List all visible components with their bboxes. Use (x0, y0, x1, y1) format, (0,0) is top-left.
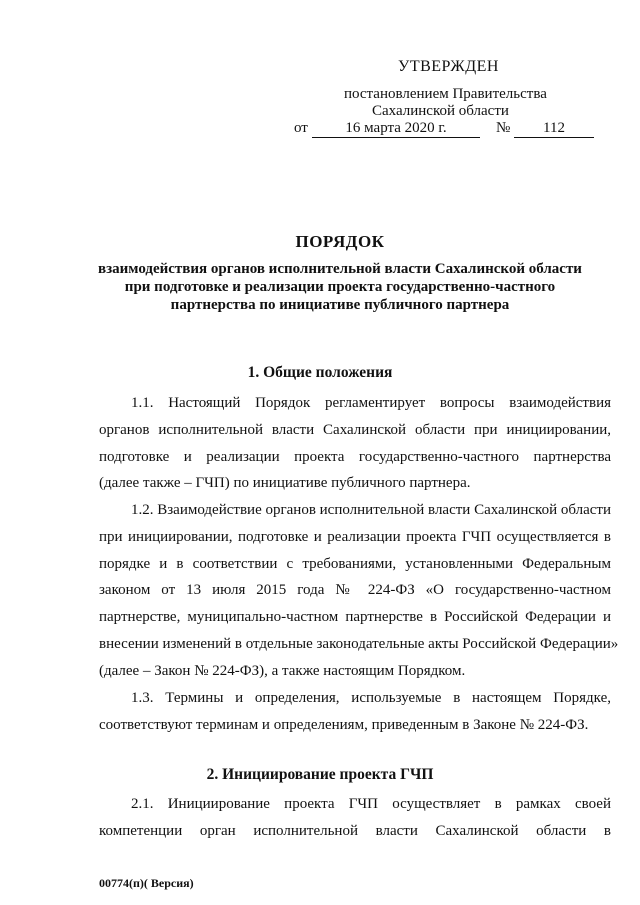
subtitle (80, 260, 600, 314)
text-line: компетенции орган исполнительной власти Сахалинской области в (99, 822, 611, 839)
section-1-heading: 1. Общие положения (247, 364, 393, 381)
approval-number: 112 (514, 120, 594, 138)
approval-date: 16 марта 2020 г. (312, 120, 480, 138)
paragraph-2-1 (99, 791, 611, 845)
document-title (80, 232, 600, 314)
number-label: № (496, 120, 511, 136)
main-title: ПОРЯДОК (295, 232, 385, 251)
footer-code: 00774(п)( Версия) (99, 876, 194, 890)
text-line: 1.1. Настоящий Порядок регламентирует вопросы взаимодействия (131, 395, 611, 411)
text-line: подготовке и реализации проекта государственно-частного партнерства (99, 448, 611, 465)
subtitle-line: партнерства по инициативе публичного партнера (170, 297, 510, 313)
paragraph-1-1 (99, 390, 611, 497)
text-line: законом от 13 июля 2015 года № 224-ФЗ «О государственно-частном (99, 582, 611, 599)
subtitle-line: взаимодействия органов исполнительной власти Сахалинской области (98, 261, 582, 277)
text-line: (далее также – ГЧП) по инициативе публичного партнера. (99, 475, 471, 492)
text-line: 2.1. Инициирование проекта ГЧП осуществляет в рамках своей (131, 796, 611, 812)
text-line: (далее – Закон № 224-ФЗ), а также настоящим Порядком. (99, 662, 466, 679)
approved-label: УТВЕРЖДЕН (398, 58, 499, 75)
text-line: при инициировании, подготовке и реализации проекта ГЧП осуществляется в (99, 528, 611, 545)
text-line: 1.2. Взаимодействие органов исполнительной власти Сахалинской области (131, 502, 611, 518)
approval-line-2: Сахалинской области (372, 103, 509, 119)
from-label: от (294, 120, 308, 136)
text-line: органов исполнительной власти Сахалинской области при инициировании, (99, 421, 611, 438)
text-line: 1.3. Термины и определения, используемые в настоящем Порядке, (131, 690, 611, 706)
subtitle-line: при подготовке и реализации проекта государственно-частного (124, 279, 556, 295)
paragraph-1-2 (99, 497, 619, 685)
text-line: партнерстве, муниципально-частном партнерстве в Российской Федерации и (99, 609, 611, 626)
section-2-heading: 2. Инициирование проекта ГЧП (206, 766, 434, 783)
text-line: соответствуют терминам и определениям, приведенным в Законе № 224-ФЗ. (99, 716, 589, 733)
approval-date-line (294, 120, 604, 140)
text-line: порядке и в соответствии с требованиями, установленными Федеральным (99, 555, 611, 572)
text-line: внесении изменений в отдельные законодательные акты Российской Федерации» (99, 635, 619, 652)
approval-line-1: постановлением Правительства (344, 86, 547, 102)
paragraph-1-3 (99, 685, 611, 739)
